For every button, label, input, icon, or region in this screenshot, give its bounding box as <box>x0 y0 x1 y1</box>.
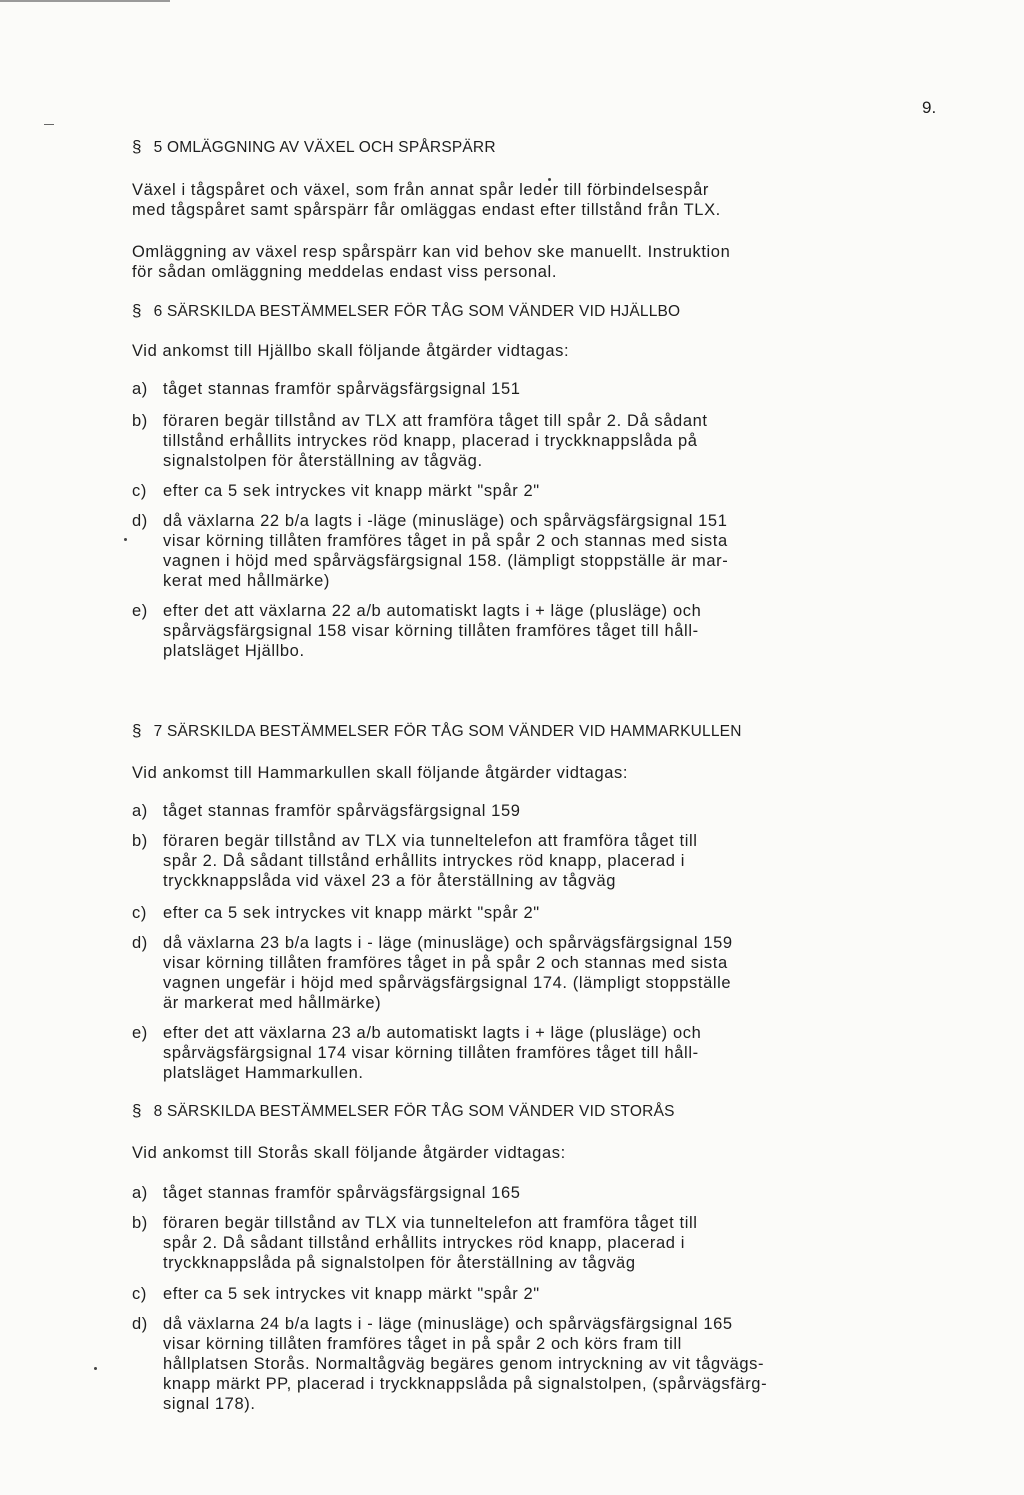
list-item-text: tåget stannas framför spårvägsfärgsignal 151 <box>163 380 521 398</box>
list-item <box>132 601 902 661</box>
list-item-text: efter ca 5 sek intryckes vit knapp märkt "spår 2" <box>163 1285 540 1303</box>
list-item-label: a) <box>132 1184 148 1202</box>
list-item-text: tåget stannas framför spårvägsfärgsignal 165 <box>163 1184 521 1202</box>
list-item-text: tåget stannas framför spårvägsfärgsignal 159 <box>163 802 521 820</box>
list-item <box>132 1213 902 1273</box>
list-item <box>132 379 902 399</box>
list-item-text: efter ca 5 sek intryckes vit knapp märkt "spår 2" <box>163 482 540 500</box>
scan-edge-line <box>0 0 170 2</box>
list-item <box>132 511 902 591</box>
list-item <box>132 411 902 471</box>
list-item-label: b) <box>132 832 148 850</box>
list-item <box>132 1284 902 1304</box>
section-heading <box>132 721 742 741</box>
section-intro: Vid ankomst till Hammarkullen skall följande åtgärder vidtagas: <box>132 764 629 782</box>
list-item <box>132 903 902 923</box>
paragraph: Växel i tågspåret och växel, som från annat spår leder till förbindelsespår med tågspåret samt spårspärr får omläggas endast efter tillstånd från TLX. <box>132 181 721 219</box>
section-heading <box>132 301 680 321</box>
list-item-text: efter ca 5 sek intryckes vit knapp märkt "spår 2" <box>163 904 540 922</box>
section-intro: Vid ankomst till Storås skall följande åtgärder vidtagas: <box>132 1144 566 1162</box>
list-item-label: a) <box>132 802 148 820</box>
list-item-text: då växlarna 23 b/a lagts i - läge (minusläge) och spårvägsfärgsignal 159 visar körning tillåten framföres tåget in på spår 2 och stannas med sista vagnen ungefär i höjd med spårvägsfärgsignal 174. (lämpligt stoppställe är markerat med hållmärke) <box>163 934 733 1012</box>
scan-speck <box>94 1367 97 1370</box>
list-item <box>132 1183 902 1203</box>
list-item-label: d) <box>132 934 148 952</box>
list-item-text: då växlarna 22 b/a lagts i -läge (minusläge) och spårvägsfärgsignal 151 visar körning tillåten framföres tåget in på spår 2 och stannas med sista vagnen i höjd med spårvägsfärgsignal 158. (lämpligt stoppställe är mar- kerat med hållmärke) <box>163 512 729 590</box>
section-symbol: § <box>132 301 142 320</box>
list-item-text: föraren begär tillstånd av TLX att framföra tåget till spår 2. Då sådant tillstånd erhållits intryckes röd knapp, placerad i tryckknappslåda på signalstolpen för återställning av tågväg. <box>163 412 708 470</box>
list-item <box>132 1314 902 1414</box>
list-item-label: c) <box>132 1285 147 1303</box>
list-item-text: då växlarna 24 b/a lagts i - läge (minusläge) och spårvägsfärgsignal 165 visar körning tillåten framföres tåget in på spår 2 och körs fram till hållplatsen Storås. Normaltågväg begäres genom intryckning av vit tågvägs- knapp märkt PP, placerad i tryckknappslåda på signalstolpen, (spårvägsfärg- signal 178). <box>163 1315 768 1413</box>
list-item-label: e) <box>132 1024 148 1042</box>
list-item-label: d) <box>132 512 148 530</box>
list-item-label: e) <box>132 602 148 620</box>
list-item-label: c) <box>132 482 147 500</box>
section-heading <box>132 137 496 157</box>
list-item <box>132 1023 902 1083</box>
list-item-text: föraren begär tillstånd av TLX via tunneltelefon att framföra tåget till spår 2. Då sådant tillstånd erhållits intryckes röd knapp, placerad i tryckknappslåda vid växel 23 a för återställning av tågväg <box>163 832 698 890</box>
list-item <box>132 933 902 1013</box>
margin-mark <box>44 124 54 125</box>
list-item-text: efter det att växlarna 23 a/b automatiskt lagts i + läge (plusläge) och spårvägsfärgsignal 174 visar körning tillåten framföres tåget till håll- platsläget Hammarkullen. <box>163 1024 702 1082</box>
section-symbol: § <box>132 721 142 740</box>
list-item-label: a) <box>132 380 148 398</box>
section-title: 5 OMLÄGGNING AV VÄXEL OCH SPÅRSPÄRR <box>153 139 496 156</box>
list-item-text: föraren begär tillstånd av TLX via tunneltelefon att framföra tåget till spår 2. Då sådant tillstånd erhållits intryckes röd knapp, placerad i tryckknappslåda på signalstolpen för återställning av tågväg <box>163 1214 698 1272</box>
paragraph: Omläggning av växel resp spårspärr kan vid behov ske manuellt. Instruktion för sådan omläggning meddelas endast viss personal. <box>132 243 731 281</box>
list-item-label: b) <box>132 412 148 430</box>
section-symbol: § <box>132 1101 142 1120</box>
section-symbol: § <box>132 137 142 156</box>
page-number: 9. <box>922 98 937 117</box>
section-title: 6 SÄRSKILDA BESTÄMMELSER FÖR TÅG SOM VÄNDER VID HJÄLLBO <box>153 303 681 320</box>
section-title: 8 SÄRSKILDA BESTÄMMELSER FÖR TÅG SOM VÄNDER VID STORÅS <box>153 1103 675 1120</box>
list-item-label: d) <box>132 1315 148 1333</box>
list-item <box>132 801 902 821</box>
list-item-text: efter det att växlarna 22 a/b automatiskt lagts i + läge (plusläge) och spårvägsfärgsignal 158 visar körning tillåten framföres tåget till håll- platsläget Hjällbo. <box>163 602 702 660</box>
list-item-label: b) <box>132 1214 148 1232</box>
list-item <box>132 831 902 891</box>
section-title: 7 SÄRSKILDA BESTÄMMELSER FÖR TÅG SOM VÄNDER VID HAMMARKULLEN <box>153 723 742 740</box>
list-item <box>132 481 902 501</box>
list-item-label: c) <box>132 904 147 922</box>
section-intro: Vid ankomst till Hjällbo skall följande åtgärder vidtagas: <box>132 342 570 360</box>
section-heading <box>132 1101 675 1121</box>
scan-speck <box>124 538 127 541</box>
